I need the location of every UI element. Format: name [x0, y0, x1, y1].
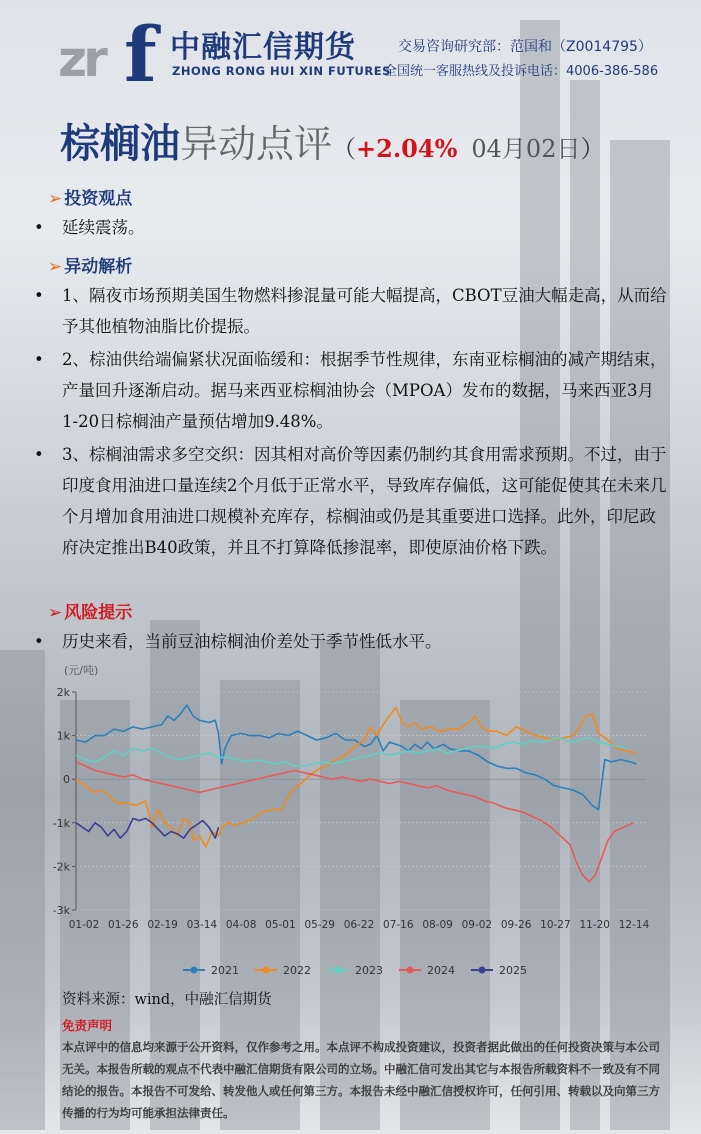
- x-tick-label: 11-20: [579, 919, 610, 931]
- series-line-2023: [76, 738, 627, 766]
- list-item: • 3、棕榈油需求多空交织：因其相对高价等因素仍制约其食用需求预期。不过，由于印度食用油进口量连续2个月低于正常水平，导致库存偏低，这可能促使其在未来几个月增加食用油进口规模补充库存，棕榈油或仍是其重要进口选择。此外，印尼政府决定推出B40政策，并且不打算降低掺混率，即使原油价格下跌。: [48, 439, 668, 563]
- list-item: • 历史来看，当前豆油棕榈油价差处于季节性低水平。: [48, 626, 668, 657]
- list-item: • 1、隔夜市场预期美国生物燃料掺混量可能大幅提高，CBOT豆油大幅走高，从而给予其他植物油脂比价提振。: [48, 280, 668, 342]
- x-tick-label: 08-09: [422, 919, 453, 931]
- title-change: +2.04%: [356, 134, 458, 163]
- legend-marker-2021: [191, 967, 198, 974]
- arrow-icon: ➢: [48, 189, 63, 209]
- page-title: [60, 112, 604, 169]
- x-tick-label: 02-19: [147, 919, 178, 931]
- legend-label-2022: 2022: [283, 964, 311, 977]
- y-tick-label: -2k: [52, 860, 70, 874]
- series-line-2025: [76, 818, 219, 838]
- disclaimer-text: 本点评中的信息均来源于公开资料，仅作参考之用。本点评不构成投资建议，投资者据此做出的任何投资决策与本公司无关。本报告所载的观点不代表中融汇信期货有限公司的立场。中融汇信可发出其它与本报告所载资料不一致及有不同结论的报告。本报告不可发给、转发他人或任何第三方。本报告未经中融汇信授权许可，任何引用、转载以及向第三方传播的行为均可能承担法律责任。: [62, 1040, 660, 1120]
- x-tick-label: 05-01: [265, 919, 296, 931]
- bullet-icon: •: [34, 445, 44, 464]
- legend-label-2024: 2024: [427, 964, 455, 977]
- title-product: 棕榈油: [60, 120, 180, 167]
- x-tick-label: 01-02: [68, 919, 100, 931]
- data-source: 资料来源：wind，中融汇信期货: [62, 992, 272, 1008]
- legend-label-2025: 2025: [499, 964, 527, 977]
- y-tick-label: -3k: [52, 904, 70, 917]
- company-name-cn: 中融汇信期货: [170, 30, 356, 65]
- x-tick-label: 01-26: [108, 919, 139, 931]
- bullet-icon: •: [34, 218, 44, 237]
- logo-zr-mark: zr: [58, 30, 104, 88]
- x-tick-label: 09-02: [461, 919, 493, 931]
- y-tick-label: 0: [63, 773, 70, 787]
- spread-chart: [48, 660, 668, 985]
- x-tick-label: 04-08: [225, 919, 257, 931]
- series-line-2022: [76, 707, 637, 847]
- logo-f-mark: f: [124, 10, 157, 99]
- analyst-contact: 交易咨询研究部：范国和（Z0014795）: [398, 39, 652, 55]
- x-tick-label: 10-27: [540, 919, 571, 931]
- legend-label-2021: 2021: [211, 964, 239, 977]
- x-tick-label: 05-29: [304, 919, 335, 931]
- disclaimer-title: 免责声明: [62, 1018, 113, 1033]
- legend-marker-2025: [479, 967, 486, 974]
- arrow-icon: ➢: [48, 603, 63, 623]
- analysis-list: [34, 280, 668, 563]
- bullet-icon: •: [34, 632, 44, 651]
- company-name-en: ZHONG RONG HUI XIN FUTURES: [172, 64, 391, 78]
- title-date: 04月02日: [471, 135, 581, 163]
- series-line-2021: [76, 705, 637, 810]
- y-tick-label: 2k: [56, 686, 70, 699]
- x-tick-label: 07-16: [383, 919, 414, 931]
- title-open-paren: （: [332, 135, 357, 163]
- y-tick-label: -1k: [52, 816, 70, 830]
- bullet-icon: •: [34, 286, 44, 305]
- x-tick-label: 03-14: [186, 919, 218, 931]
- y-tick-label: 1k: [56, 729, 70, 743]
- view-list: [34, 212, 668, 243]
- legend-marker-2024: [407, 967, 414, 974]
- title-close-paren: ）: [580, 135, 605, 163]
- section-view-title: ➢ 投资观点: [48, 189, 133, 209]
- hotline-contact: 全国统一客服热线及投诉电话：4006-386-586: [384, 64, 659, 79]
- legend-marker-2022: [263, 967, 270, 974]
- bullet-icon: •: [34, 350, 44, 369]
- x-tick-label: 09-26: [500, 919, 532, 931]
- list-item: • 2、棕油供给端偏紧状况面临缓和：根据季节性规律，东南亚棕榈油的减产期结束，产量回升逐渐启动。据马来西亚棕榈油协会（MPOA）发布的数据，马来西亚3月1-20日棕榈油产量预估增加9.48%。: [48, 344, 668, 437]
- series-line-2024: [76, 762, 633, 882]
- section-analysis-title: ➢ 异动解析: [48, 257, 133, 277]
- section-risk-title: ➢ 风险提示: [48, 603, 133, 623]
- x-tick-label: 12-14: [618, 919, 650, 931]
- line-chart-svg: [48, 660, 668, 985]
- legend-marker-2023: [335, 967, 342, 974]
- legend-label-2023: 2023: [355, 964, 383, 977]
- title-kind: 异动点评: [180, 122, 333, 166]
- list-item: • 延续震荡。: [48, 212, 668, 243]
- arrow-icon: ➢: [48, 257, 63, 277]
- y-axis-label: (元/吨): [64, 664, 99, 677]
- report-header: [0, 0, 701, 100]
- x-tick-label: 06-22: [343, 919, 375, 931]
- risk-list: [34, 626, 668, 657]
